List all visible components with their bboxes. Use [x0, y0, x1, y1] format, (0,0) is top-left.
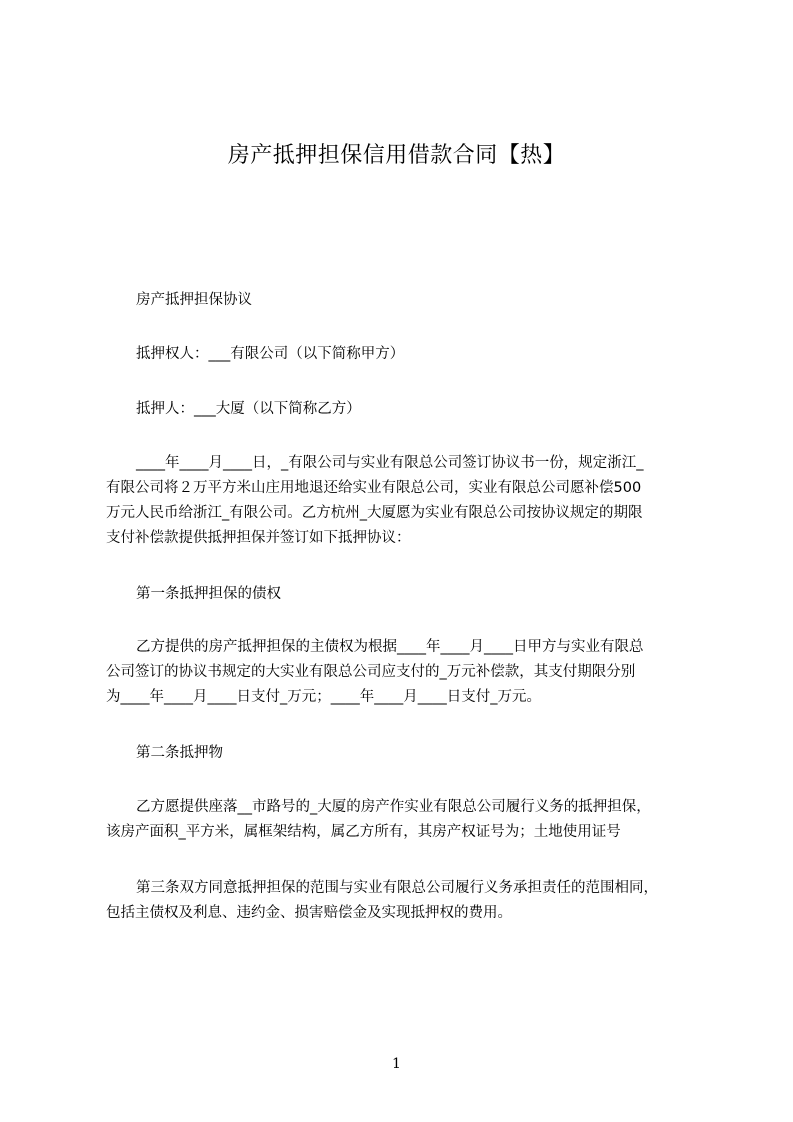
- page-number: 1: [392, 1056, 401, 1072]
- article-3-body: 第三条双方同意抵押担保的范围与实业有限总公司履行义务承担责任的范围相同， 包括主债权及利息、违约金、损害赔偿金及实现抵押权的费用。: [106, 880, 658, 921]
- mortgagor-line: 抵押人：___大厦（以下简称乙方）: [136, 401, 361, 417]
- document-title: 房产抵押担保信用借款合同【热】: [227, 143, 566, 168]
- article-2-heading: 第二条抵押物: [136, 745, 223, 761]
- article-1-heading: 第一条抵押担保的债权: [136, 586, 281, 602]
- article-1-body: 乙方提供的房产抵押担保的主债权为根据____年____月____日甲方与实业有限总 公司签订的协议书规定的大实业有限总公司应支付的_万元补偿款，其支付期限分别 为____年____月____日支付_万元；____年____月____日支付_万元。: [106, 639, 644, 705]
- mortgagee-line: 抵押权人：___有限公司（以下简称甲方）: [136, 346, 405, 362]
- section-heading-agreement: 房产抵押担保协议: [136, 292, 252, 308]
- intro-paragraph: ____年____月____日，_有限公司与实业有限总公司签订协议书一份，规定浙江_ 有限公司将２万平方米山庄用地退还给实业有限总公司，实业有限总公司愿补偿500 万元人民币给浙江_有限公司。乙方杭州_大厦愿为实业有限总公司按协议规定的期限 支付补偿款提供抵押担保并签订如下抵押协议：: [106, 455, 644, 546]
- article-2-body: 乙方愿提供座落__市路号的_大厦的房产作实业有限总公司履行义务的抵押担保， 该房产面积_平方米，属框架结构，属乙方所有，其房产权证号为；土地使用证号: [106, 799, 651, 840]
